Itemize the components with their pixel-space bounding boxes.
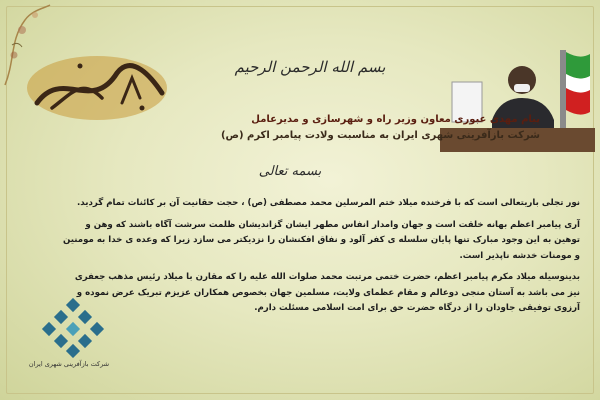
paragraph-1: نور تجلی باریتعالی است که با فرخنده میلاد ختم المرسلین محمد مصطفی (ص) ، حجت حقانیت آن بر کائنات تمام گردید. [77,198,580,208]
paragraph-3: بدینوسیله میلاد مکرم پیامبر اعظم، حضرت ختمی مرتبت محمد صلوات الله علیه را که مقارن با میلاد رئیس مذهب جعفری نیز می باشد به آستان منجی دوعالم و مقام عظمای ولایت، مسلمین جهان بخصوص همکاران عزیزم تبریک عرض نموده و آرزوی توفیقی جاودان را از درگاه حضرت حق برای امت اسلامی مسئلت دارم. [74,272,580,313]
paragraph-2: آری پیامبر اعظم بهانه خلقت است و جهان وامدار انفاس مطهر ایشان گزاندیشان ظلمت سرشت آگاه باشند که وهن و توهین به این وجود مبارک تنها پایان سلسله ی کفر آلود و نفاق افکنشان را نزدیکتر می سازد زیرا که وعده ی خدا به مومنین و مومنات خدشه ناپذیر است. [63,219,580,261]
bismillah-heading: بسم الله الرحمن الرحیم [234,58,386,76]
message-title [120,112,540,144]
title-line-1: پیام مهدی عبوری معاون وزیر راه و شهرسازی و مدیرعامل [251,114,540,125]
message-body [60,196,580,323]
title-line-2: شرکت بازآفرینی شهری ایران به مناسبت ولادت پیامبر اکرم (ص) [220,130,540,141]
besmeh-taala: بسمه تعالی [258,164,322,179]
logo-caption: شرکت بازآفرینی شهری ایران [28,360,110,368]
company-logo-icon [38,298,108,358]
